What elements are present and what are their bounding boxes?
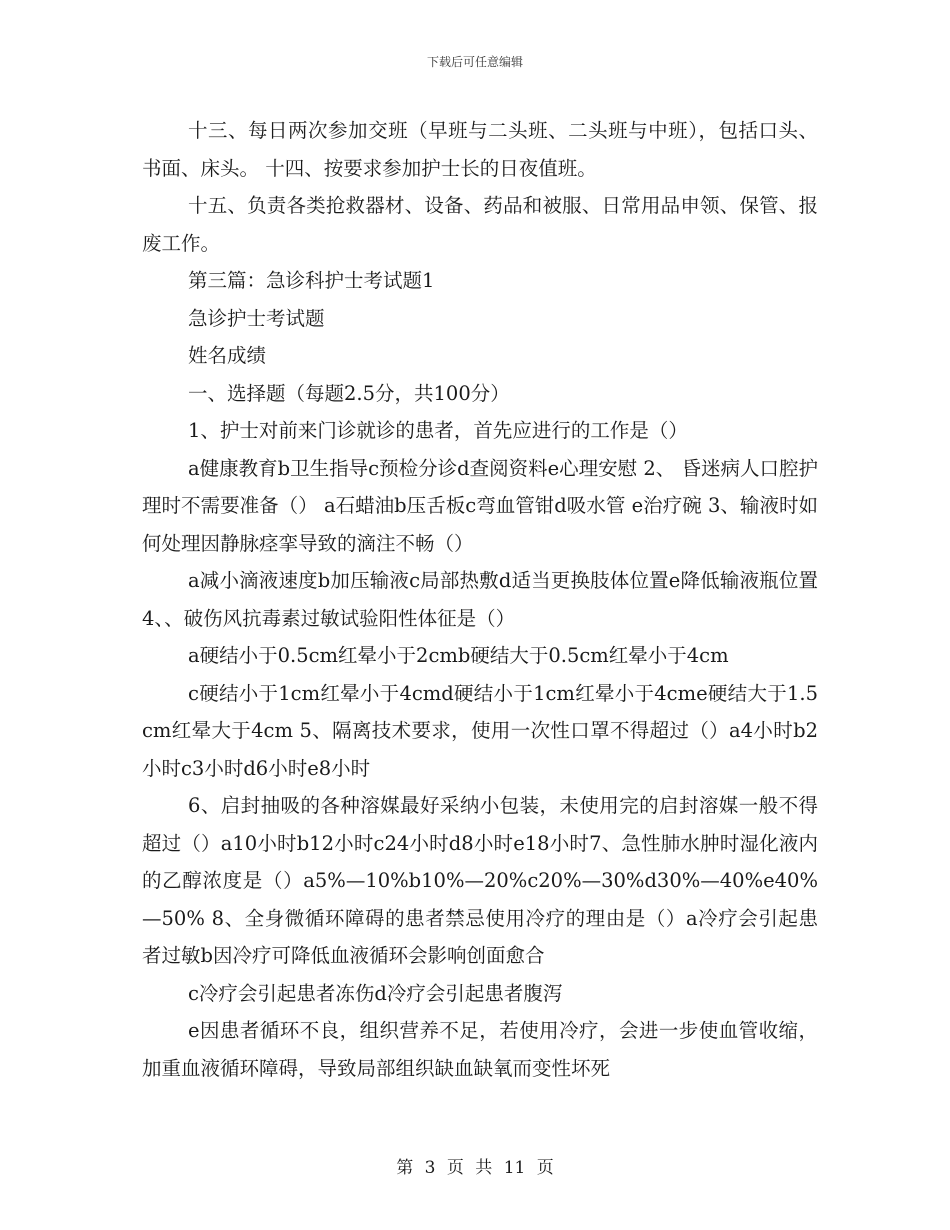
section-title: 第三篇：急诊科护士考试题1 [188, 269, 435, 292]
question-8-option-e: e因患者循环不良，组织营养不足，若使用冷疗，会进一步使血管收缩，加重血液循环障碍，导致局部组织缺血缺氧而变性坏死 [142, 1019, 818, 1080]
page-header: 下载后可任意编辑 [426, 55, 523, 69]
question-section-heading: 一、选择题（每题2.5分，共100分） [188, 381, 510, 405]
name-score-line: 姓名成绩 [188, 344, 267, 367]
question-block-1-3: a健康教育b卫生指导c预检分诊d查阅资料e心理安慰 2、 昏迷病人口腔护理时不需要准备（） a石蜡油b压舌板c弯血管钳d吸水管 e治疗碗 3、输液时如何处理因静脉痉挛导致的滴注不畅（） [142, 456, 818, 555]
exam-title: 急诊护士考试题 [188, 306, 325, 330]
question-block-3-4: a减小滴液速度b加压输液c局部热敷d适当更换肢体位置e降低输液瓶位置 4、、破伤风抗毒素过敏试验阳性体征是（） [142, 569, 818, 630]
paragraph-duty-15: 十五、负责各类抢救器材、设备、药品和被服、日常用品申领、保管、报废工作。 [142, 194, 818, 255]
question-1: 1、护士对前来门诊就诊的患者，首先应进行的工作是（） [188, 419, 688, 442]
document-body [142, 112, 818, 1087]
page-footer: 第 3 页 共 11 页 [396, 1158, 554, 1178]
question-block-6-8: 6、启封抽吸的各种溶媒最好采纳小包装，未使用完的启封溶媒一般不得超过（）a10小时b12小时c24小时d8小时e18小时7、急性肺水肿时湿化液内的乙醇浓度是（）a5%—10%b10%—20%c20%—30%d30%—40%e40%—50% 8、全身微循环障碍的患者禁忌使用冷疗的理由是（）a冷疗会引起患者过敏b因冷疗可降低血液循环会影响创面愈合 [142, 794, 818, 967]
question-block-4-5: c硬结小于1cm红晕小于4cmd硬结小于1cm红晕小于4cme硬结大于1.5cm红晕大于4cm 5、隔离技术要求，使用一次性口罩不得超过（）a4小时b2小时c3小时d6小时e8小时 [142, 681, 818, 780]
paragraph-duty-13-14: 十三、每日两次参加交班（早班与二头班、二头班与中班），包括口头、书面、床头。 十四、按要求参加护士长的日夜值班。 [142, 119, 818, 180]
question-8-options-cd: c冷疗会引起患者冻伤d冷疗会引起患者腹泻 [188, 981, 563, 1005]
question-4-options-ab: a硬结小于0.5cm红晕小于2cmb硬结大于0.5cm红晕小于4cm [188, 644, 729, 667]
